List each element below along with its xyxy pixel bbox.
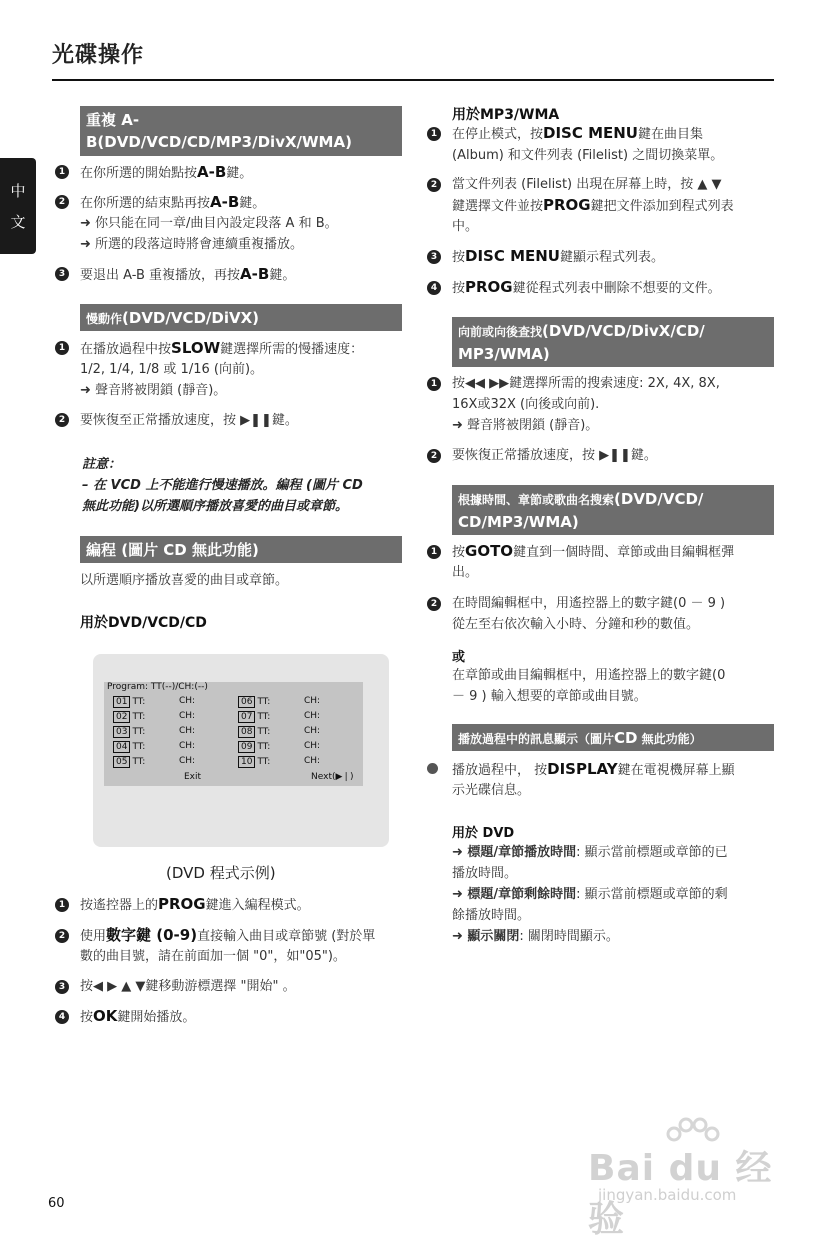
program-subheading: 用於DVD/VCD/CD [80, 615, 207, 631]
program-slot-title: TT: [132, 727, 146, 737]
page-number: 60 [48, 1196, 65, 1211]
program-menu-next[interactable]: Next(▶❘) [311, 772, 354, 782]
search-step-1: 按◀◀ ▶▶鍵選擇所需的搜索速度: 2X, 4X, 8X, [452, 376, 720, 391]
side-tab-char-2: 文 [10, 213, 26, 231]
watermark-main: Bai du 经验 [588, 1148, 773, 1240]
search-header: 向前或向後查找(DVD/VCD/DivX/CD/ MP3/WMA) [452, 317, 774, 367]
program-slot-title: TT: [132, 742, 146, 752]
ab-step-3: 要退出 A-B 重複播放，再按A-B鍵。 [80, 265, 296, 283]
step-number-3: 3 [427, 250, 441, 264]
note-line-2: 無此功能)以所選順序播放喜愛的曲目或章節。 [82, 499, 348, 514]
info-item-1: ➜ 標題/章節播放時間: 顯示當前標題或章節的已 [452, 845, 728, 860]
time-step-1: 按GOTO鍵直到一個時間、章節或曲目編輯框彈 [452, 542, 735, 560]
program-slot-title: TT: [132, 697, 146, 707]
watermark-url: jingyan.baidu.com [598, 1186, 737, 1204]
note-title: 註意： [82, 457, 122, 472]
slow-step-1-note: ➜ 聲音將被閉鎖 (靜音)。 [80, 383, 227, 398]
search-step-1-cont: 16X或32X (向後或向前). [452, 397, 600, 412]
mp3-step-2: 當文件列表 (Filelist) 出現在屏幕上時，按 ▲ ▼ [452, 177, 722, 192]
side-tab-char-1: 中 [10, 182, 26, 200]
program-menu-row[interactable] [238, 711, 321, 723]
program-slot-number: 03 [113, 726, 130, 738]
step-number-1: 1 [427, 545, 441, 559]
mp3-step-4: 按PROG鍵從程式列表中刪除不想要的文件。 [452, 278, 721, 296]
program-menu-exit[interactable]: Exit [184, 772, 202, 782]
ab-step-1: 在你所選的開始點按A-B鍵。 [80, 163, 253, 181]
search-step-1-note: ➜ 聲音將被閉鎖 (靜音)。 [452, 418, 599, 433]
program-slot-title: TT: [257, 742, 271, 752]
slow-step-2: 要恢復至正常播放速度，按 ▶❚❚鍵。 [80, 413, 298, 428]
program-menu-row[interactable] [113, 711, 196, 723]
program-slot-number: 07 [238, 711, 255, 723]
time-step-2: 在時間編輯框中，用遙控器上的數字鍵(0 － 9 ) [452, 596, 726, 611]
step-number-2: 2 [427, 178, 441, 192]
program-slot-title: TT: [132, 712, 146, 722]
step-number-4: 4 [55, 1010, 69, 1024]
program-header: 編程 (圖片 CD 無此功能) [80, 536, 402, 563]
info-item-1-cont: 播放時間。 [452, 866, 518, 881]
program-slot-chapter: CH: [179, 696, 196, 706]
page-title: 光碟操作 [52, 43, 145, 68]
program-menu-row[interactable] [238, 696, 321, 708]
program-step-3: 按◀ ▶ ▲ ▼鍵移動游標選擇 "開始" 。 [80, 979, 296, 994]
program-menu-row[interactable] [113, 756, 196, 768]
program-step-1: 按遙控器上的PROG鍵進入編程模式。 [80, 895, 310, 913]
program-slot-chapter: CH: [304, 756, 321, 766]
program-menu-row[interactable] [113, 726, 196, 738]
info-item-3: ➜ 顯示關閉: 關閉時間顯示。 [452, 929, 619, 944]
program-description: 以所選順序播放喜愛的曲目或章節。 [80, 573, 289, 588]
search-step-2: 要恢復正常播放速度，按 ▶❚❚鍵。 [452, 448, 657, 463]
program-slot-number: 05 [113, 756, 130, 768]
mp3-step-1: 在停止模式，按DISC MENU鍵在曲目集 [452, 124, 704, 142]
title-divider [52, 79, 774, 81]
program-slot-number: 06 [238, 696, 255, 708]
mp3-step-2-cont: 鍵選擇文件並按PROG鍵把文件添加到程式列表 [452, 196, 734, 214]
program-step-2: 使用數字鍵 (0-9)直接輸入曲目或章節號 (對於單 [80, 926, 376, 944]
program-menu-row[interactable] [113, 696, 196, 708]
program-slot-title: TT: [132, 757, 146, 767]
mp3-step-3: 按DISC MENU鍵顯示程式列表。 [452, 247, 665, 265]
program-example-caption: (DVD 程式示例) [166, 864, 276, 882]
info-display-header: 播放過程中的訊息顯示（圖片CD 無此功能） [452, 724, 774, 751]
time-or-line-1: 在章節或曲目編輯框中，用遙控器上的數字鍵(0 [452, 668, 726, 683]
step-number-4: 4 [427, 281, 441, 295]
bullet-icon [427, 763, 438, 774]
program-slot-title: TT: [257, 712, 271, 722]
slow-step-1-speeds: 1/2, 1/4, 1/8 或 1/16 (向前)。 [80, 362, 264, 377]
program-slot-chapter: CH: [304, 711, 321, 721]
time-step-2-cont: 從左至右依次輸入小時、分鐘和秒的數值。 [452, 617, 700, 632]
program-slot-chapter: CH: [304, 726, 321, 736]
program-slot-chapter: CH: [304, 696, 321, 706]
time-or-label: 或 [452, 650, 466, 665]
step-number-1: 1 [55, 341, 69, 355]
info-item-2-cont: 餘播放時間。 [452, 908, 531, 923]
program-slot-chapter: CH: [179, 726, 196, 736]
program-menu-row[interactable] [113, 741, 196, 753]
program-slot-number: 04 [113, 741, 130, 753]
step-number-2: 2 [55, 929, 69, 943]
step-number-2: 2 [427, 597, 441, 611]
info-subheading: 用於 DVD [452, 826, 515, 841]
step-number-3: 3 [55, 980, 69, 994]
step-number-2: 2 [427, 449, 441, 463]
program-menu-row[interactable] [238, 741, 321, 753]
program-slot-number: 02 [113, 711, 130, 723]
ab-step-2-note-1: ➜ 你只能在同一章/曲目內設定段落 A 和 B。 [80, 216, 338, 231]
program-slot-chapter: CH: [179, 711, 196, 721]
program-slot-title: TT: [257, 697, 271, 707]
step-number-1: 1 [427, 127, 441, 141]
program-step-4: 按OK鍵開始播放。 [80, 1007, 196, 1025]
info-bullet-line-1: 播放過程中， 按DISPLAY鍵在電視機屏幕上顯 [452, 760, 735, 778]
language-side-tab [0, 158, 36, 254]
program-menu-title: Program: TT(--)/CH:(--) [107, 682, 208, 692]
mp3-step-1-cont: (Album) 和文件列表 (Filelist) 之間切換菜單。 [452, 148, 724, 163]
step-number-2: 2 [55, 413, 69, 427]
time-search-header: 根據時間、章節或歌曲名搜索(DVD/VCD/ CD/MP3/WMA) [452, 485, 774, 535]
program-menu-row[interactable] [238, 726, 321, 738]
time-or-line-2: － 9 ) 輸入想要的章節或曲目號。 [452, 689, 647, 704]
slow-motion-header: 慢動作(DVD/VCD/DiVX) [80, 304, 402, 331]
program-slot-chapter: CH: [304, 741, 321, 751]
info-item-2: ➜ 標題/章節剩餘時間: 顯示當前標題或章節的剩 [452, 887, 728, 902]
time-step-1-cont: 出。 [452, 565, 479, 580]
program-slot-number: 01 [113, 696, 130, 708]
program-slot-number: 09 [238, 741, 255, 753]
program-slot-title: TT: [257, 757, 271, 767]
mp3-subheading: 用於MP3/WMA [452, 107, 560, 123]
program-slot-chapter: CH: [179, 756, 196, 766]
baidu-watermark [588, 1120, 778, 1240]
step-number-2: 2 [55, 195, 69, 209]
step-number-1: 1 [427, 377, 441, 391]
note-line-1: – 在 VCD 上不能進行慢速播放。編程 (圖片 CD [82, 478, 363, 493]
program-menu-row[interactable] [238, 756, 321, 768]
program-step-2-cont: 數的曲目號，請在前面加一個 "0"，如"05")。 [80, 949, 346, 964]
ab-step-2: 在你所選的結束點再按A-B鍵。 [80, 193, 266, 211]
program-slot-number: 08 [238, 726, 255, 738]
slow-step-1: 在播放過程中按SLOW鍵選擇所需的慢播速度： [80, 339, 364, 357]
step-number-1: 1 [55, 165, 69, 179]
step-number-3: 3 [55, 267, 69, 281]
step-number-1: 1 [55, 898, 69, 912]
ab-repeat-header: 重複 A-B(DVD/VCD/CD/MP3/DivX/WMA) [80, 106, 402, 156]
program-slot-chapter: CH: [179, 741, 196, 751]
program-menu-screen [104, 682, 363, 786]
ab-step-2-note-2: ➜ 所選的段落這時將會連續重複播放。 [80, 237, 304, 252]
mp3-step-2-end: 中。 [452, 219, 479, 234]
info-bullet-line-2: 示光碟信息。 [452, 783, 531, 798]
program-slot-number: 10 [238, 756, 255, 768]
program-slot-title: TT: [257, 727, 271, 737]
